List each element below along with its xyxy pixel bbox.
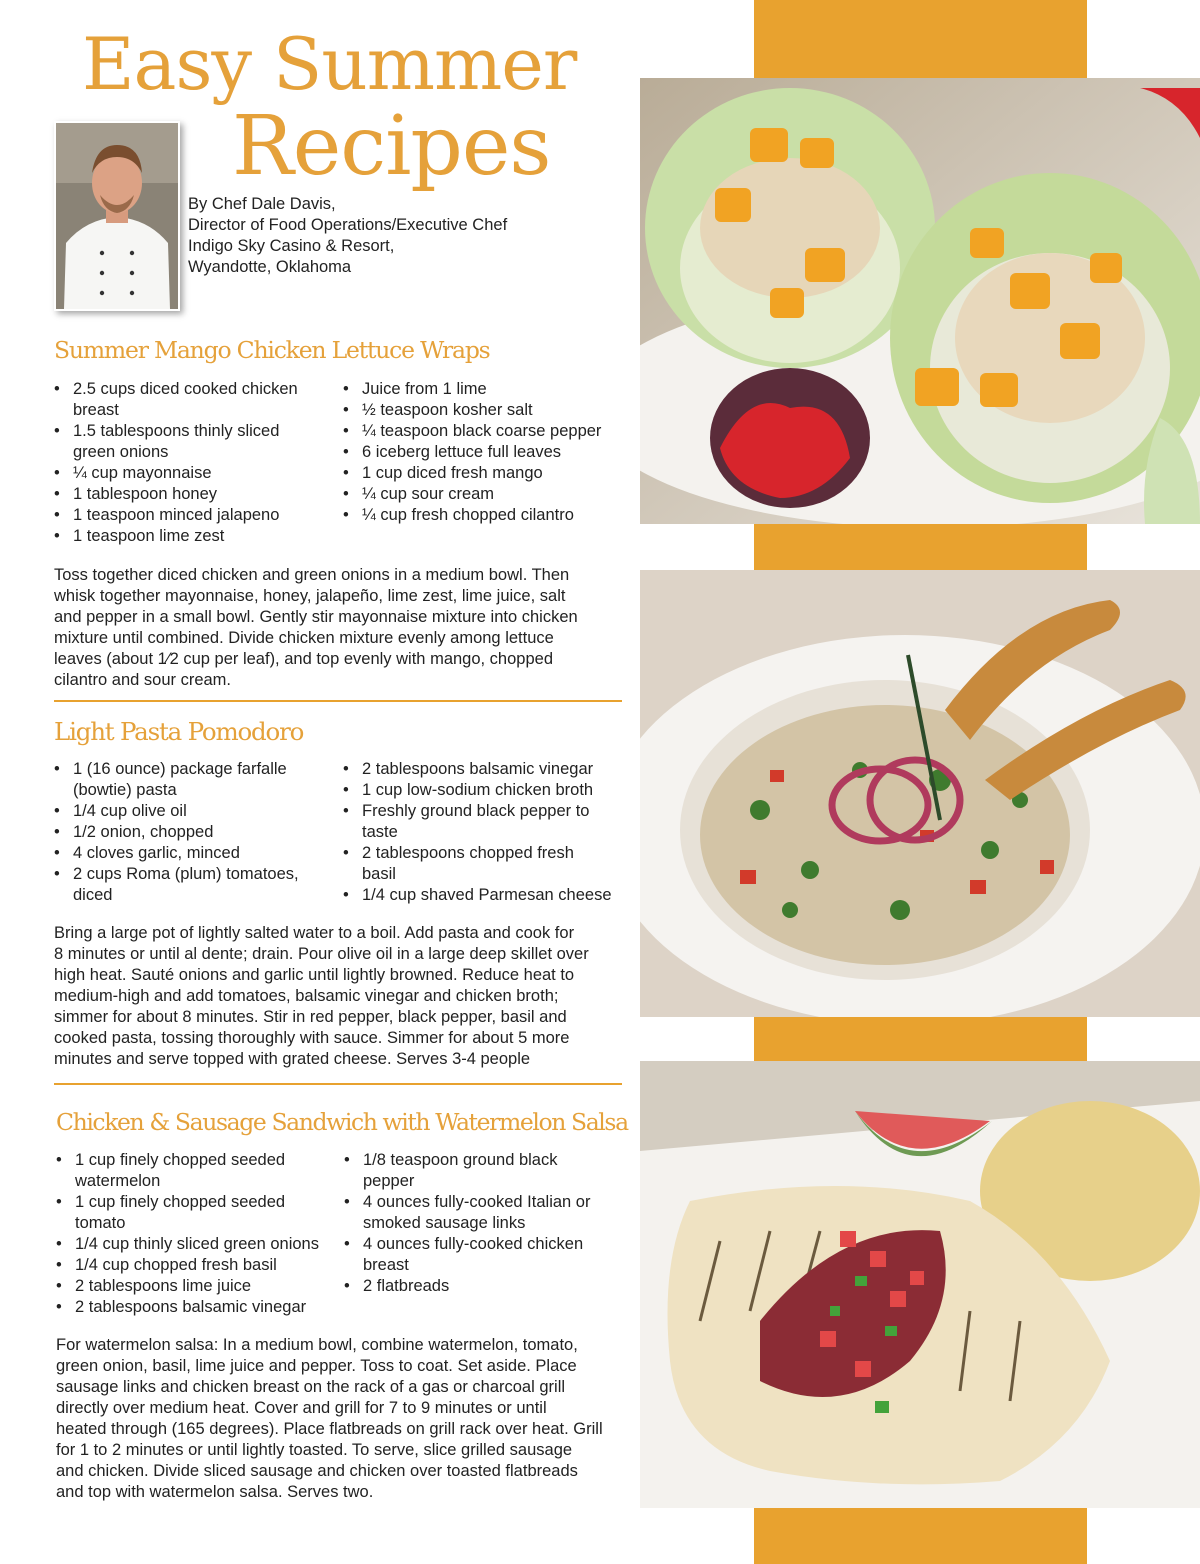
ingredient-item: • 2 tablespoons chopped fresh basil (343, 843, 633, 885)
ingredient-item: • 1 cup low-sodium chicken broth (343, 780, 633, 801)
accent-stripe-bottom (754, 1508, 1087, 1564)
byline-line: Director of Food Operations/Executive Chef (188, 216, 508, 234)
ingredient-item: • 4 ounces fully-cooked Italian or smoked sausage links (344, 1192, 634, 1234)
recipe-title: Summer Mango Chicken Lettuce Wraps (54, 336, 490, 364)
ingredient-item: • 2 tablespoons balsamic vinegar (56, 1297, 341, 1318)
ingredient-item: • 6 iceberg lettuce full leaves (343, 442, 633, 463)
page-title-line2: Recipes (232, 99, 551, 194)
accent-stripe-2 (754, 1017, 1087, 1061)
ingredient-item: • 2.5 cups diced cooked chicken breast (54, 379, 334, 421)
ingredient-item: • ¼ cup fresh chopped cilantro (343, 505, 633, 526)
ingredient-item: • 1/4 cup thinly sliced green onions (56, 1234, 341, 1255)
ingredient-item: • 1/4 cup olive oil (54, 801, 334, 822)
byline-line: By Chef Dale Davis, (188, 195, 336, 213)
byline-line: Wyandotte, Oklahoma (188, 258, 352, 276)
accent-stripe-top (754, 0, 1087, 78)
lettuce-wraps-photo (640, 78, 1200, 524)
byline (188, 194, 507, 278)
ingredient-item: • 2 tablespoons balsamic vinegar (343, 759, 633, 780)
ingredient-item: • 1 cup finely chopped seeded tomato (56, 1192, 341, 1234)
ingredient-item: • 1/4 cup chopped fresh basil (56, 1255, 341, 1276)
ingredient-item: • ¼ cup sour cream (343, 484, 633, 505)
ingredients-right (343, 379, 633, 526)
ingredient-item: • 1/2 onion, chopped (54, 822, 334, 843)
ingredient-item: • 2 flatbreads (344, 1276, 634, 1297)
ingredients-right (344, 1150, 634, 1297)
ingredients-left (56, 1150, 341, 1318)
ingredient-item: • 1 teaspoon lime zest (54, 526, 334, 547)
ingredient-item: • 1/4 cup shaved Parmesan cheese (343, 885, 633, 906)
ingredient-item: • 1 (16 ounce) package farfalle (bowtie) pasta (54, 759, 334, 801)
pasta-pomodoro-photo (640, 570, 1200, 1017)
ingredient-item: • ¼ teaspoon black coarse pepper (343, 421, 633, 442)
recipe-directions: Bring a large pot of lightly salted water to a boil. Add pasta and cook for 8 minutes or until al dente; drain. Pour olive oil in a large deep skillet over high heat. Sauté onions and garlic until lightly browned. Reduce heat to medium-high and add tomatoes, balsamic vinegar and chicken broth; simmer for about 8 minutes. Stir in red pepper, black pepper, basil and cooked pasta, tossing thoroughly with sauce. Simmer for about 5 more minutes and serve topped with grated cheese. Serves 3-4 people (54, 924, 589, 1068)
section-divider (54, 1083, 622, 1085)
ingredients-left (54, 759, 334, 906)
ingredient-item: • ¼ cup mayonnaise (54, 463, 334, 484)
ingredient-item: • ½ teaspoon kosher salt (343, 400, 633, 421)
ingredient-item: • 1 tablespoon honey (54, 484, 334, 505)
ingredient-item: • 2 cups Roma (plum) tomatoes, diced (54, 864, 334, 906)
recipe-title: Light Pasta Pomodoro (54, 717, 304, 746)
chef-photo (54, 121, 180, 311)
recipe-directions: For watermelon salsa: In a medium bowl, combine watermelon, tomato, green onion, basil, lime juice and pepper. Toss to coat. Set aside. Place sausage links and chicken breast on the rack of a gas or charcoal grill directly over medium heat. Cover and grill for 7 to 9 minutes or until heated through (165 degrees). Place flatbreads on grill rack over heat. Grill for 1 to 2 minutes or until lightly toasted. To serve, slice grilled sausage and chicken. Divide sliced sausage and chicken over toasted flatbreads and top with watermelon salsa. Serves two. (56, 1336, 603, 1501)
ingredients-left (54, 379, 334, 547)
ingredient-item: • 4 ounces fully-cooked chicken breast (344, 1234, 634, 1276)
accent-stripe-1 (754, 524, 1087, 570)
ingredient-item: • Freshly ground black pepper to taste (343, 801, 633, 843)
ingredient-item: • Juice from 1 lime (343, 379, 633, 400)
ingredient-item: • 1 teaspoon minced jalapeno (54, 505, 334, 526)
recipe-directions: Toss together diced chicken and green onions in a medium bowl. Then whisk together mayonnaise, honey, jalapeño, lime zest, lime juice, salt and pepper in a small bowl. Gently stir mayonnaise mixture into chicken mixture until combined. Divide chicken mixture evenly among lettuce leaves (about 1⁄2 cup per leaf), and top evenly with mango, chopped cilantro and sour cream. (54, 566, 578, 689)
ingredient-item: • 1/8 teaspoon ground black pepper (344, 1150, 634, 1192)
ingredient-item: • 1 cup diced fresh mango (343, 463, 633, 484)
page-title-line1: Easy Summer (82, 22, 577, 106)
sandwich-photo (640, 1061, 1200, 1508)
byline-line: Indigo Sky Casino & Resort, (188, 237, 395, 255)
ingredients-right (343, 759, 633, 906)
ingredient-item: • 1.5 tablespoons thinly sliced green onions (54, 421, 334, 463)
section-divider (54, 700, 622, 702)
recipe-title: Chicken & Sausage Sandwich with Watermelon Salsa (56, 1108, 628, 1136)
ingredient-item: • 1 cup finely chopped seeded watermelon (56, 1150, 341, 1192)
ingredient-item: • 2 tablespoons lime juice (56, 1276, 341, 1297)
ingredient-item: • 4 cloves garlic, minced (54, 843, 334, 864)
